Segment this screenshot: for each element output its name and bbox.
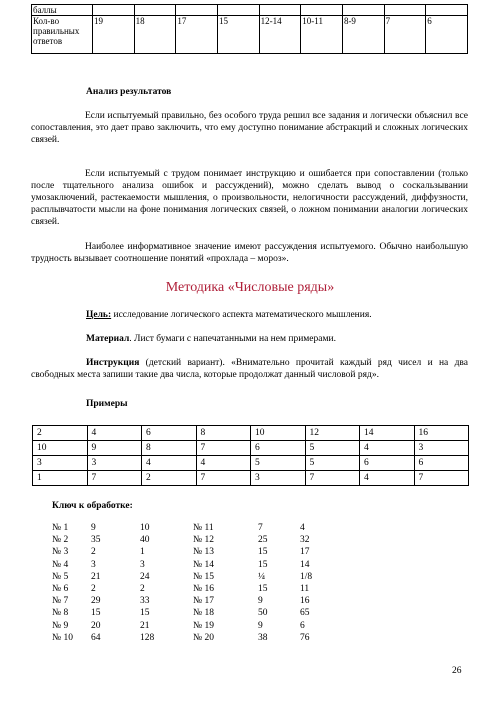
table-cell: 4 [360,441,415,456]
key-number: № 3 [52,547,69,558]
key-answer: 17 [300,547,310,558]
table-cell: 12 [305,426,360,441]
key-answer: 4 [300,523,305,533]
method-title: Методика «Числовые ряды» [165,280,335,295]
key-answer: 24 [140,571,150,582]
key-number: № 1 [52,523,69,533]
table-cell: 4 [196,456,251,471]
page-number: 26 [452,666,462,676]
key-answer: 20 [91,620,101,631]
key-number: № 8 [52,608,69,619]
table-cell: 3 [414,441,469,456]
key-title: Ключ к обработке: [52,501,133,511]
table-cell: 3 [33,456,88,471]
table-cell: 6 [360,456,415,471]
key-list [0,522,500,652]
instruction-text: (детский вариант). «Внимательно прочитай каждый ряд чисел и на два свободных места запиши такие два числа, которые продолжат данный числовой ряд». [31,358,468,380]
row-label-correct-count: Кол-во правильных ответов [32,16,93,54]
table-cell: 8 [142,441,197,456]
key-answer: 9 [258,596,263,607]
key-answer: 15 [258,547,268,558]
key-answer: 16 [300,596,310,607]
key-answer: 35 [91,535,101,546]
table-cell: 7 [305,471,360,486]
table-cell: 3 [87,456,142,471]
key-number: № 7 [52,596,69,607]
table-cell: 4 [87,426,142,441]
table-cell: 7 [87,471,142,486]
table-row [33,456,469,471]
key-answer: 11 [300,584,310,594]
key-answer: 50 [258,608,268,619]
key-answer: 10 [140,523,150,533]
key-answer: 3 [91,559,96,570]
key-answer: 65 [300,608,310,619]
key-answer: 21 [91,571,101,582]
instruction-label: Инструкция [86,358,140,368]
key-number: № 14 [193,559,214,570]
key-answer: 6 [300,620,305,631]
key-answer: 76 [300,632,310,643]
key-answer: 9 [91,523,96,533]
key-number: № 12 [193,535,214,546]
key-answer: 15 [91,608,101,619]
key-answer: 14 [300,559,310,570]
material-label: Материал [86,334,130,344]
key-answer: 64 [91,632,101,643]
key-answer: 1/8 [300,571,313,582]
key-answer: 29 [91,596,101,607]
score-cell: 6 [426,16,468,54]
table-cell: 2 [142,471,197,486]
table-cell: 6 [251,441,306,456]
key-number: № 6 [52,584,69,594]
key-answer: 9 [258,620,263,631]
table-row [33,471,469,486]
key-number: № 5 [52,571,69,582]
key-number: № 4 [52,559,69,570]
key-answer: 7 [258,523,263,533]
table-cell: 4 [142,456,197,471]
table-cell: 7 [414,471,469,486]
score-cell: 15 [217,16,259,54]
score-cell: 18 [134,16,176,54]
table-cell: 1 [33,471,88,486]
key-answer: ¼ [258,571,266,582]
score-cell: 17 [176,16,218,54]
key-number: № 20 [193,632,214,643]
key-answer: 21 [140,620,150,631]
table-cell: 6 [414,456,469,471]
analysis-paragraph-2: Если испытуемый с трудом понимает инструкцию и ошибается при сопоставлении (только после тщательного анализа ошибок и рассуждений), можно сделать вывод о соскальзывании умозаключений, растекаемости мышления, о произвольности, нелогичности рассуждений, диффузности, расплывчатости мысли на фоне понимания логических связей, о ложном понимании аналогии логических связей. [31,169,468,227]
key-number: № 11 [193,523,214,533]
table-cell: 3 [251,471,306,486]
key-answer: 15 [140,608,150,619]
instruction-paragraph [31,357,468,381]
key-number: № 19 [193,620,214,631]
table-cell: 5 [305,456,360,471]
key-answer: 25 [258,535,268,546]
table-cell: 5 [305,441,360,456]
key-number: № 16 [193,584,214,594]
score-cell: 19 [93,16,135,54]
row-label-points: баллы [32,5,93,16]
score-cell: 8-9 [342,16,384,54]
key-answer: 33 [140,596,150,607]
key-answer: 3 [140,559,145,570]
table-cell: 16 [414,426,469,441]
goal-line [86,309,476,321]
key-answer: 2 [91,547,96,558]
key-answer: 38 [258,632,268,643]
key-number: № 2 [52,535,69,546]
table-cell: 5 [251,456,306,471]
table-cell: 9 [87,441,142,456]
key-answer: 1 [140,547,145,558]
goal-label: Цель: [86,310,112,320]
table-cell: 10 [33,441,88,456]
examples-label: Примеры [86,399,128,409]
table-cell: 7 [196,441,251,456]
score-cell: 12-14 [259,16,301,54]
material-line [86,333,476,345]
table-row [33,441,469,456]
table-row [33,426,469,441]
analysis-heading: Анализ результатов [86,87,172,97]
table-cell: 2 [33,426,88,441]
table-cell: 14 [360,426,415,441]
key-answer: 2 [91,584,96,594]
key-answer: 128 [140,632,155,643]
material-text: . Лист бумаги с напечатанными на нем примерами. [129,334,336,344]
key-number: № 10 [52,632,73,643]
table-cell: 4 [360,471,415,486]
goal-text: исследование логического аспекта математического мышления. [111,310,372,320]
key-answer: 32 [300,535,310,546]
key-number: № 13 [193,547,214,558]
analysis-paragraph-3: Наиболее информативное значение имеют рассуждения испытуемого. Обычно наибольшую трудность вызывает соотношение понятий «прохлада – мороз». [31,242,468,264]
table-cell: 8 [196,426,251,441]
key-number: № 18 [193,608,214,619]
key-answer: 15 [258,584,268,594]
examples-table [32,425,469,486]
table-cell: 7 [196,471,251,486]
scores-table [31,4,468,54]
table-cell: 10 [251,426,306,441]
score-cell: 10-11 [301,16,343,54]
key-answer: 2 [140,584,145,594]
key-number: № 15 [193,571,214,582]
key-number: № 9 [52,620,69,631]
key-number: № 17 [193,596,214,607]
score-cell: 7 [384,16,426,54]
analysis-paragraph-1: Если испытуемый правильно, без особого труда решил все задания и логически объяснил все сопоставления, это дает право заключить, что ему доступно понимание абстракций и сложных логических связей. [31,111,468,145]
key-answer: 15 [258,559,268,570]
table-cell: 6 [142,426,197,441]
key-answer: 40 [140,535,150,546]
